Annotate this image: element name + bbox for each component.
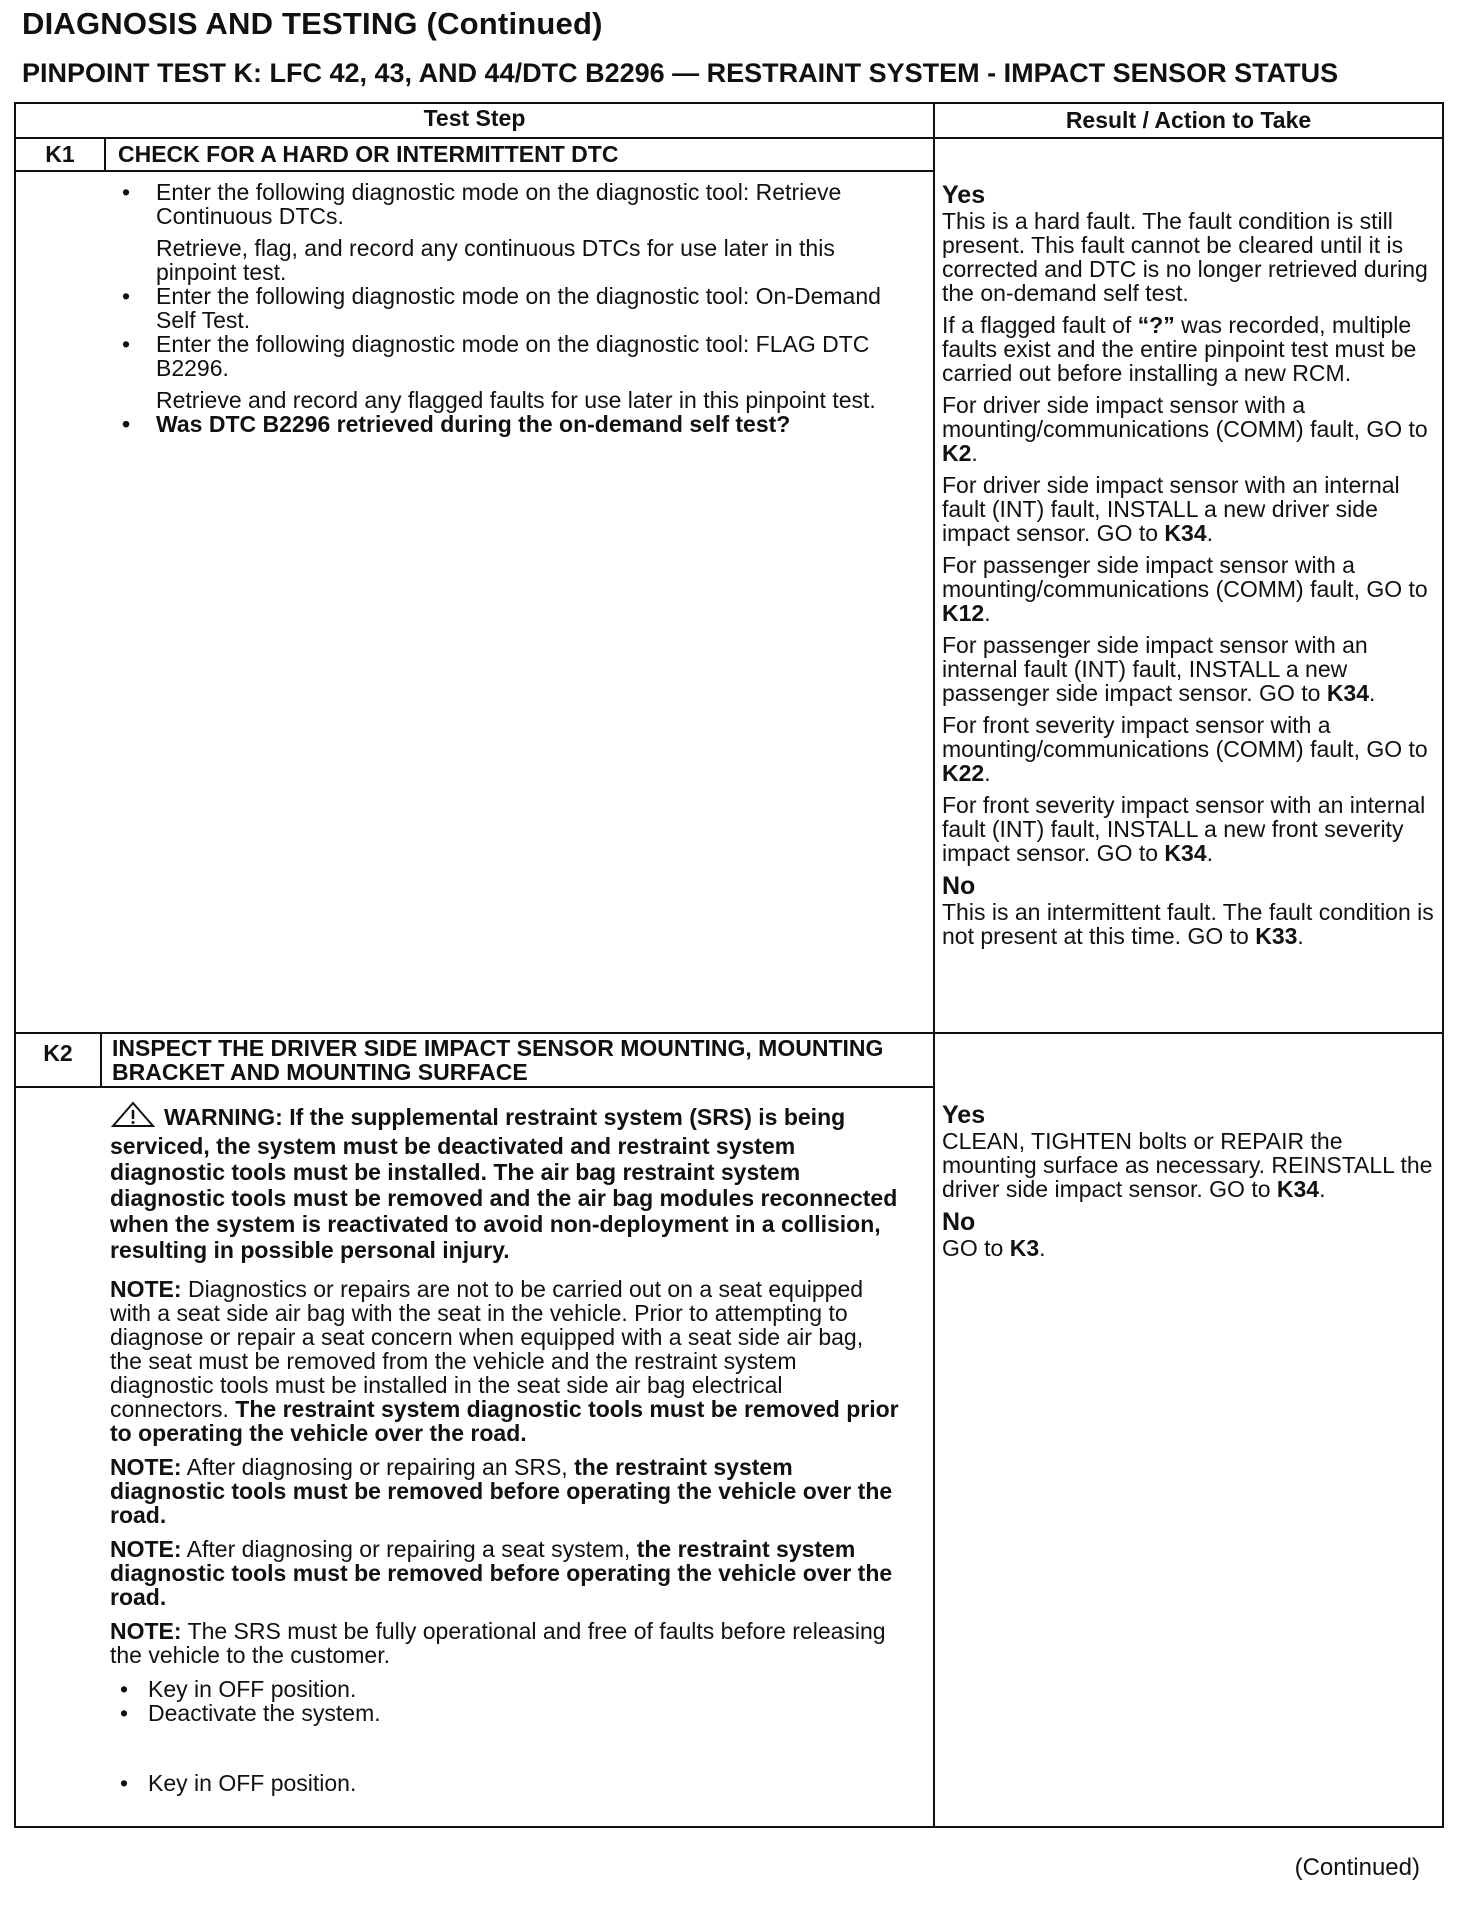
k2-note-1: NOTE: Diagnostics or repairs are not to be carried out on a seat equipped with a seat side air bag with the seat in the vehicle. Prior to attempting to diagnose or repair a seat concern when equipped with a seat side air bag, the seat must be removed from the vehicle and the restraint system diagnostic tools must be installed in the seat side air bag electrical connectors. The restraint system diagnostic tools must be removed prior to operating the vehicle over the road. [110, 1276, 899, 1446]
k2-note-2: NOTE: After diagnosing or repairing an SRS, the restraint system diagnostic tools must be removed before operating the vehicle over the road. [110, 1454, 893, 1528]
goto-k33-ref: K33 [1255, 923, 1298, 949]
k1-step-3: • Enter the following diagnostic mode on the diagnostic tool: FLAG DTC B2296. [112, 332, 912, 380]
k1-yes-text: This is a hard fault. The fault condition is still present. This fault cannot be cleared until it is corrected and DTC is no longer retrieved during the on-demand self test. [942, 208, 1428, 306]
step-title-k2: INSPECT THE DRIVER SIDE IMPACT SENSOR MOUNTING, MOUNTING BRACKET AND MOUNTING SURFACE [112, 1035, 884, 1085]
goto-k34-ref: K34 [1276, 1176, 1320, 1202]
goto-k34-ref: K34 [1164, 520, 1207, 546]
step-id-k1: K1 [45, 141, 75, 167]
goto-k3-ref: K3 [1009, 1235, 1040, 1261]
k2-note-3: NOTE: After diagnosing or repairing a seat system, the restraint system diagnostic tools must be removed before operating the vehicle over the road. [110, 1536, 893, 1610]
goto-k34-ref: K34 [1164, 840, 1207, 866]
k2-bullet-key-off-2: • Key in OFF position. [110, 1771, 900, 1795]
k2-no-text: GO to K3. [942, 1235, 1046, 1261]
goto-k2-ref: K2 [942, 440, 972, 466]
k2-bullet-deactivate: • Deactivate the system. [110, 1701, 900, 1725]
goto-k34-ref: K34 [1326, 680, 1370, 706]
k1-step-3-sub: Retrieve and record any flagged faults for use later in this pinpoint test. [156, 387, 876, 413]
k1-no-label: No [942, 872, 976, 900]
k1-driver-int: For driver side impact sensor with an internal fault (INT) fault, INSTALL a new driver side impact sensor. GO to K34. [942, 472, 1400, 546]
k1-step-1: • Enter the following diagnostic mode on the diagnostic tool: Retrieve Continuous DTCs. [112, 180, 912, 228]
k1-passenger-int: For passenger side impact sensor with an internal fault (INT) fault, INSTALL a new passenger side impact sensor. GO to K34. [942, 632, 1376, 706]
k1-step-2: • Enter the following diagnostic mode on the diagnostic tool: On-Demand Self Test. [112, 284, 912, 332]
goto-k12-ref: K12 [942, 600, 985, 626]
k1-yes-label: Yes [942, 181, 986, 209]
k2-step-list [110, 1100, 900, 1795]
k2-warning: WARNING: If the supplemental restraint system (SRS) is being serviced, the system must be deactivated and restraint system diagnostic tools must be installed. The air bag restraint system diagnostic tools must be removed and the air bag modules reconnected when the system is reactivated to avoid non-deployment in a collision, resulting in possible personal injury. [110, 1100, 900, 1263]
k2-note-4: NOTE: The SRS must be fully operational and free of faults before releasing the vehicle to the customer. [110, 1618, 886, 1668]
k1-result [942, 180, 1438, 956]
column-header-result: Result / Action to Take [1065, 107, 1312, 133]
k1-no-text: This is an intermittent fault. The fault condition is not present at this time. GO to K33. [942, 899, 1434, 949]
pinpoint-test-title: PINPOINT TEST K: LFC 42, 43, AND 44/DTC B2296 — RESTRAINT SYSTEM - IMPACT SENSOR STATUS [22, 58, 1339, 88]
continued-label: (Continued) [1294, 1854, 1420, 1881]
k2-yes-text: CLEAN, TIGHTEN bolts or REPAIR the mounting surface as necessary. REINSTALL the driver side impact sensor. GO to K34. [942, 1128, 1433, 1202]
k2-result [942, 1100, 1438, 1268]
step-id-k2: K2 [43, 1040, 73, 1066]
k1-driver-comm: For driver side impact sensor with a mounting/communications (COMM) fault, GO to K2. [942, 392, 1428, 466]
warning-triangle-icon [110, 1100, 156, 1133]
column-header-test-step: Test Step [423, 105, 526, 131]
k1-question: • Was DTC B2296 retrieved during the on-demand self test? [112, 412, 912, 436]
k2-yes-label: Yes [942, 1101, 986, 1129]
k2-bullet-key-off: • Key in OFF position. [110, 1677, 900, 1701]
step-title-k1: CHECK FOR A HARD OR INTERMITTENT DTC [118, 141, 619, 167]
k2-no-label: No [942, 1208, 976, 1236]
k1-front-comm: For front severity impact sensor with a mounting/communications (COMM) fault, GO to K22. [942, 712, 1428, 786]
k1-step-list [112, 180, 912, 436]
k1-step-1-sub: Retrieve, flag, and record any continuous DTCs for use later in this pinpoint test. [156, 235, 835, 285]
k1-passenger-comm: For passenger side impact sensor with a mounting/communications (COMM) fault, GO to K12. [942, 552, 1428, 626]
k1-flag-text: If a flagged fault of “?” was recorded, multiple faults exist and the entire pinpoint test must be carried out before installing a new RCM. [942, 312, 1417, 386]
goto-k22-ref: K22 [942, 760, 985, 786]
k1-front-int: For front severity impact sensor with an internal fault (INT) fault, INSTALL a new front severity impact sensor. GO to K34. [942, 792, 1426, 866]
page-title: DIAGNOSIS AND TESTING (Continued) [22, 6, 603, 41]
